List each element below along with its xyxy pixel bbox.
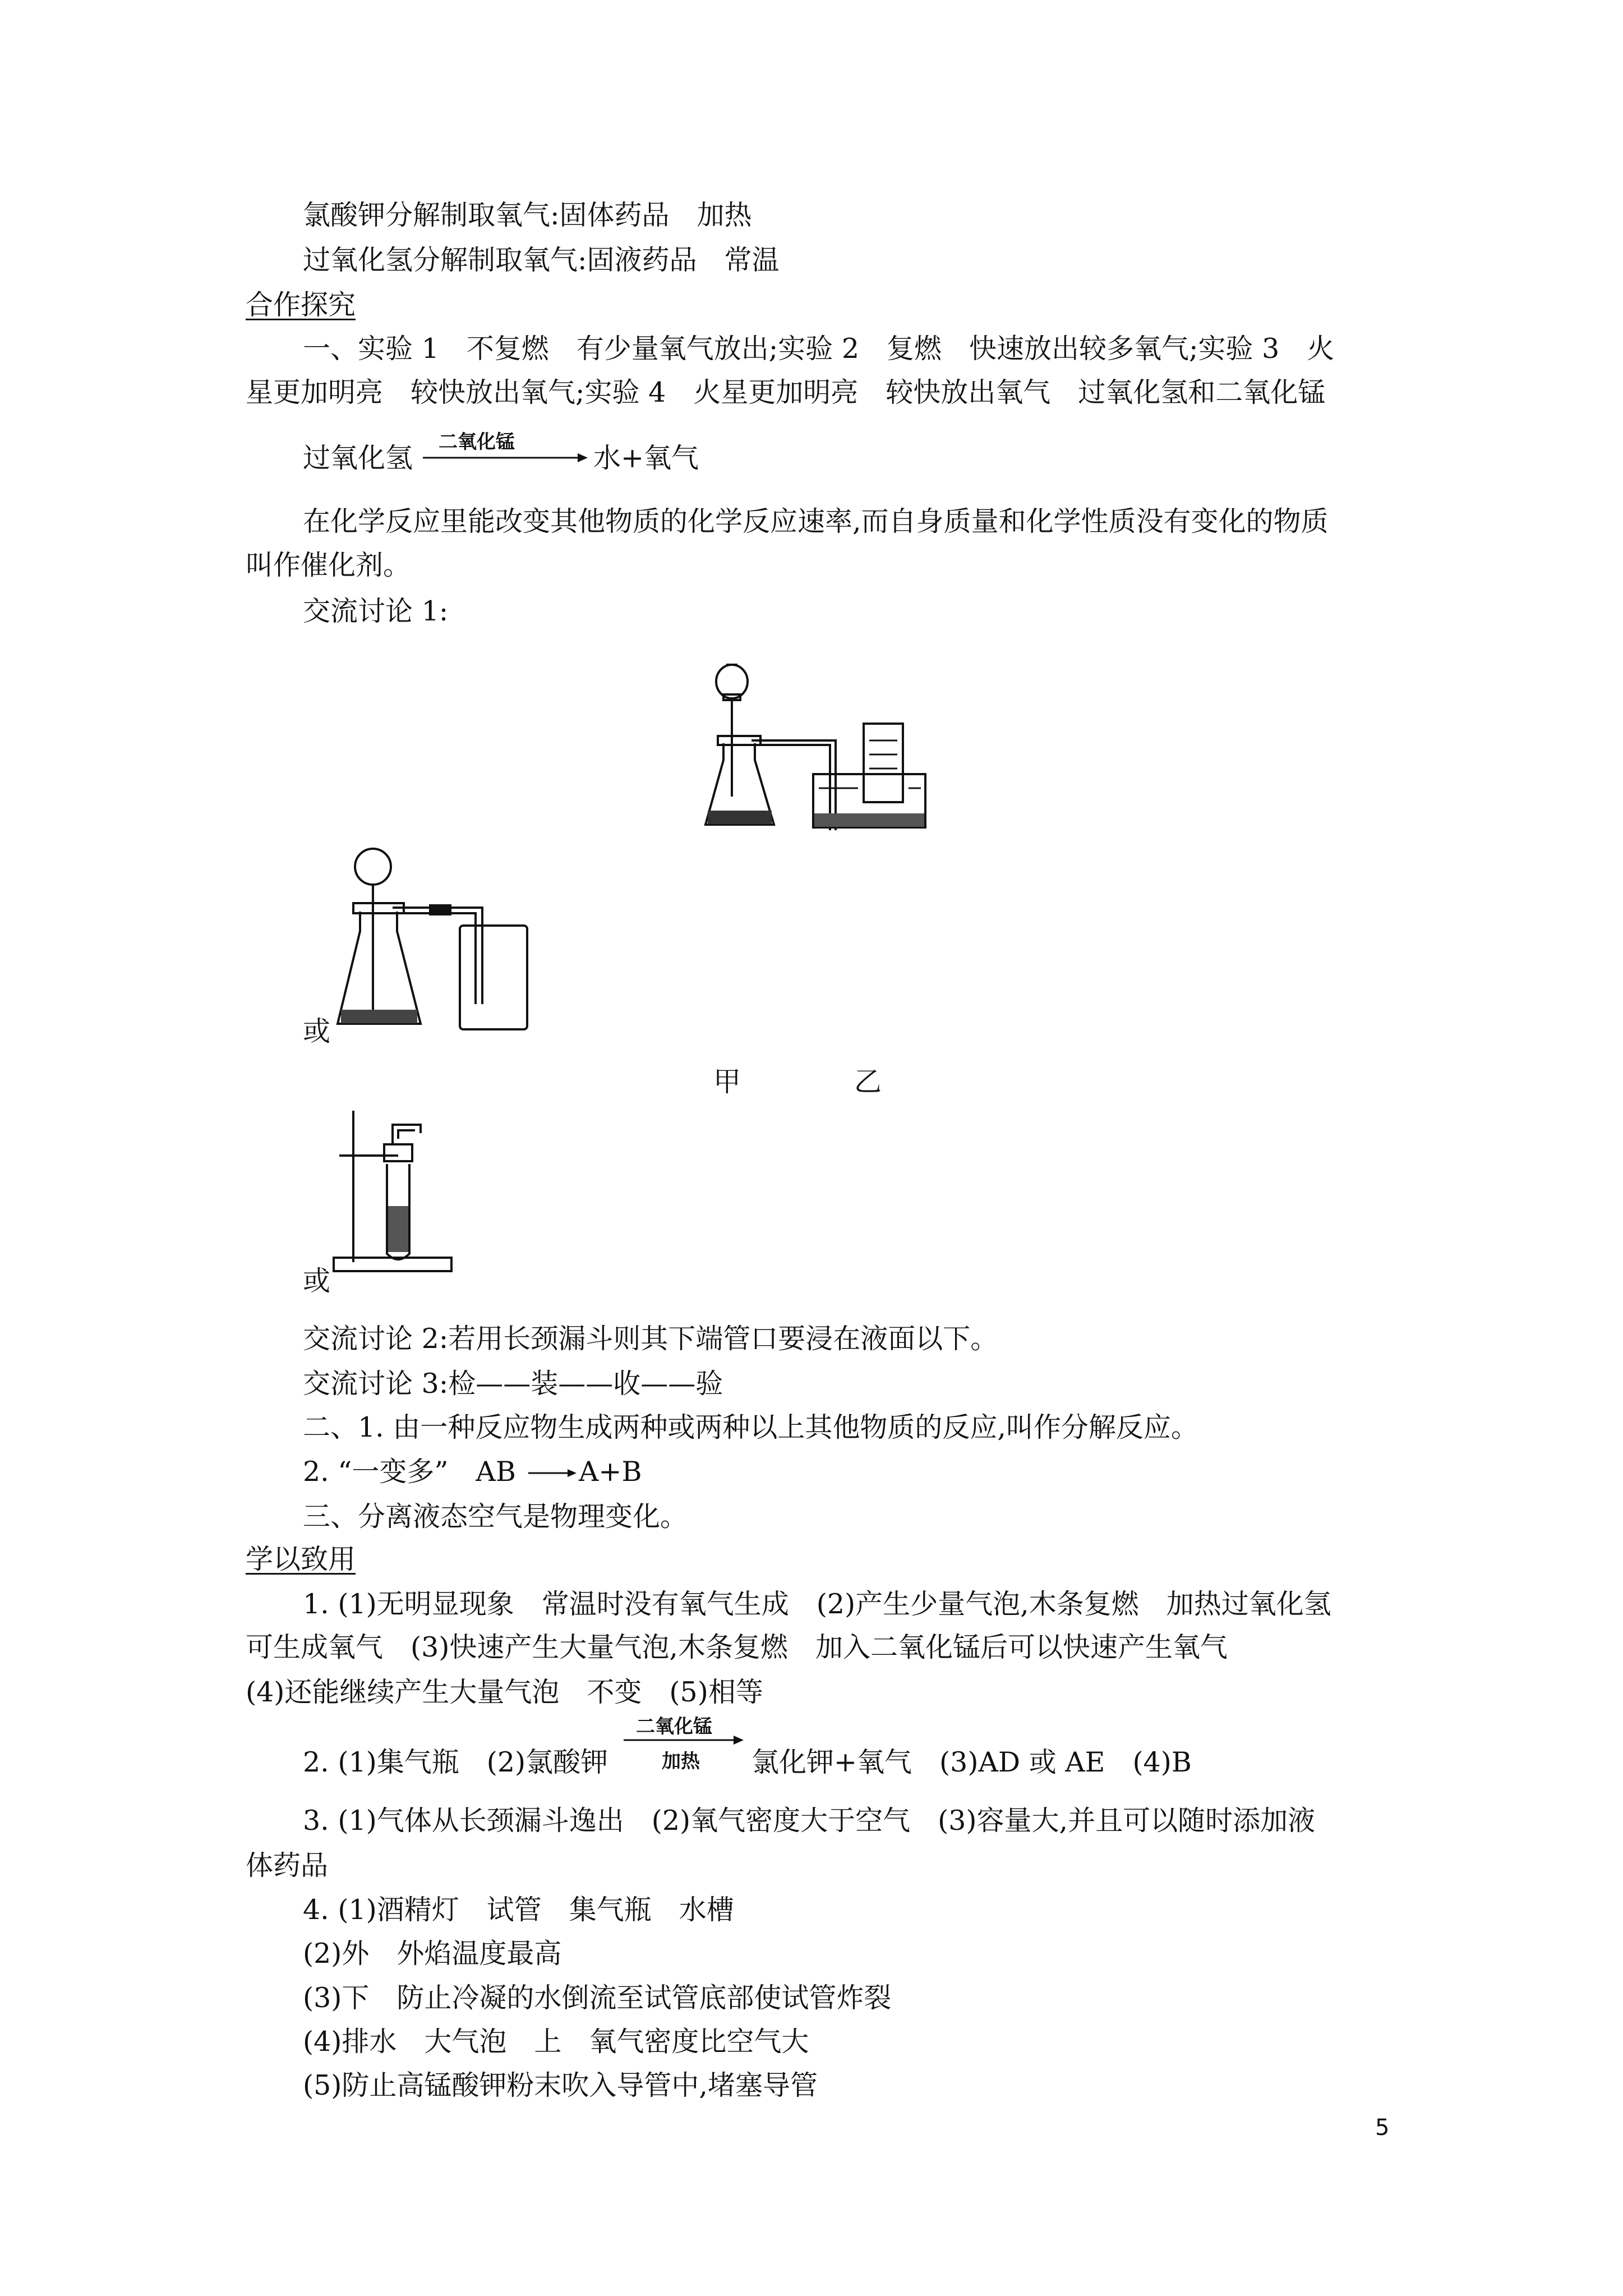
text-line: 2. “一变多” AB xyxy=(303,1456,516,1488)
or-label: 或 xyxy=(303,1265,331,1297)
text-line: 氯化钾+氧气 (3)AD 或 AE (4)B xyxy=(751,1746,1192,1778)
reaction-arrow xyxy=(422,426,590,466)
text-line: 2. (1)集气瓶 (2)氯酸钾 xyxy=(303,1746,608,1778)
apparatus-figure-bottom xyxy=(331,1111,460,1279)
equation-right: 水+氧气 xyxy=(593,442,699,474)
apparatus-figure-top xyxy=(701,662,937,836)
text-line: 交流讨论 2:若用长颈漏斗则其下端管口要浸在液面以下。 xyxy=(303,1323,998,1355)
text-line: 3. (1)气体从长颈漏斗逸出 (2)氧气密度大于空气 (3)容量大,并且可以随时添加液 xyxy=(303,1805,1316,1837)
figure-caption-jia: 甲 xyxy=(713,1066,741,1098)
or-label: 或 xyxy=(303,1015,331,1047)
figure-caption-yi: 乙 xyxy=(854,1066,882,1098)
text-line: 一、实验 1 不复燃 有少量氧气放出;实验 2 复燃 快速放出较多氧气;实验 3 火 xyxy=(303,333,1335,365)
text-line: 三、分离液态空气是物理变化。 xyxy=(303,1501,688,1533)
text-line: 交流讨论 3:检——装——收——验 xyxy=(303,1368,723,1400)
arrow-icon xyxy=(527,1466,578,1480)
section-heading: 合作探究 xyxy=(246,289,356,321)
apparatus-figure-middle xyxy=(331,847,566,1035)
text-line: (3)下 防止冷凝的水倒流至试管底部使试管炸裂 xyxy=(303,1982,892,2014)
text-line: (2)外 外焰温度最高 xyxy=(303,1938,562,1970)
text-line: 过氧化氢分解制取氧气:固液药品 常温 xyxy=(303,244,780,276)
text-line: 1. (1)无明显现象 常温时没有氧气生成 (2)产生少量气泡,木条复燃 加热过氧化氢 xyxy=(303,1588,1331,1620)
text-line: 叫作催化剂。 xyxy=(246,549,411,581)
text-line: A+B xyxy=(579,1456,642,1488)
text-line: 可生成氧气 (3)快速产生大量气泡,木条复燃 加入二氧化锰后可以快速产生氧气 xyxy=(246,1631,1228,1663)
arrow-icon xyxy=(422,426,590,466)
text-line: 星更加明亮 较快放出氧气;实验 4 火星更加明亮 较快放出氧气 过氧化氢和二氧化锰 xyxy=(246,376,1326,408)
text-line: 交流讨论 1: xyxy=(303,595,449,627)
arrow-condition: 加热 xyxy=(662,1750,700,1773)
text-line: (4)排水 大气泡 上 氧气密度比空气大 xyxy=(303,2026,809,2058)
text-line: 体药品 xyxy=(246,1849,329,1881)
arrow-condition: 二氧化锰 xyxy=(439,431,515,453)
arrow-condition: 二氧化锰 xyxy=(636,1715,712,1738)
equation-left: 过氧化氢 xyxy=(303,442,413,474)
text-line: (4)还能继续产生大量气泡 不变 (5)相等 xyxy=(246,1676,763,1708)
text-line: 氯酸钾分解制取氧气:固体药品 加热 xyxy=(303,199,752,231)
text-line: 在化学反应里能改变其他物质的化学反应速率,而自身质量和化学性质没有变化的物质 xyxy=(303,505,1329,537)
section-heading: 学以致用 xyxy=(246,1543,356,1575)
reaction-arrow xyxy=(623,1711,746,1778)
text-line: (5)防止高锰酸钾粉末吹入导管中,堵塞导管 xyxy=(303,2069,818,2101)
text-line: 4. (1)酒精灯 试管 集气瓶 水槽 xyxy=(303,1894,734,1926)
page-number: 5 xyxy=(1375,2115,1390,2141)
text-line: 二、1. 由一种反应物生成两种或两种以上其他物质的反应,叫作分解反应。 xyxy=(303,1411,1198,1443)
